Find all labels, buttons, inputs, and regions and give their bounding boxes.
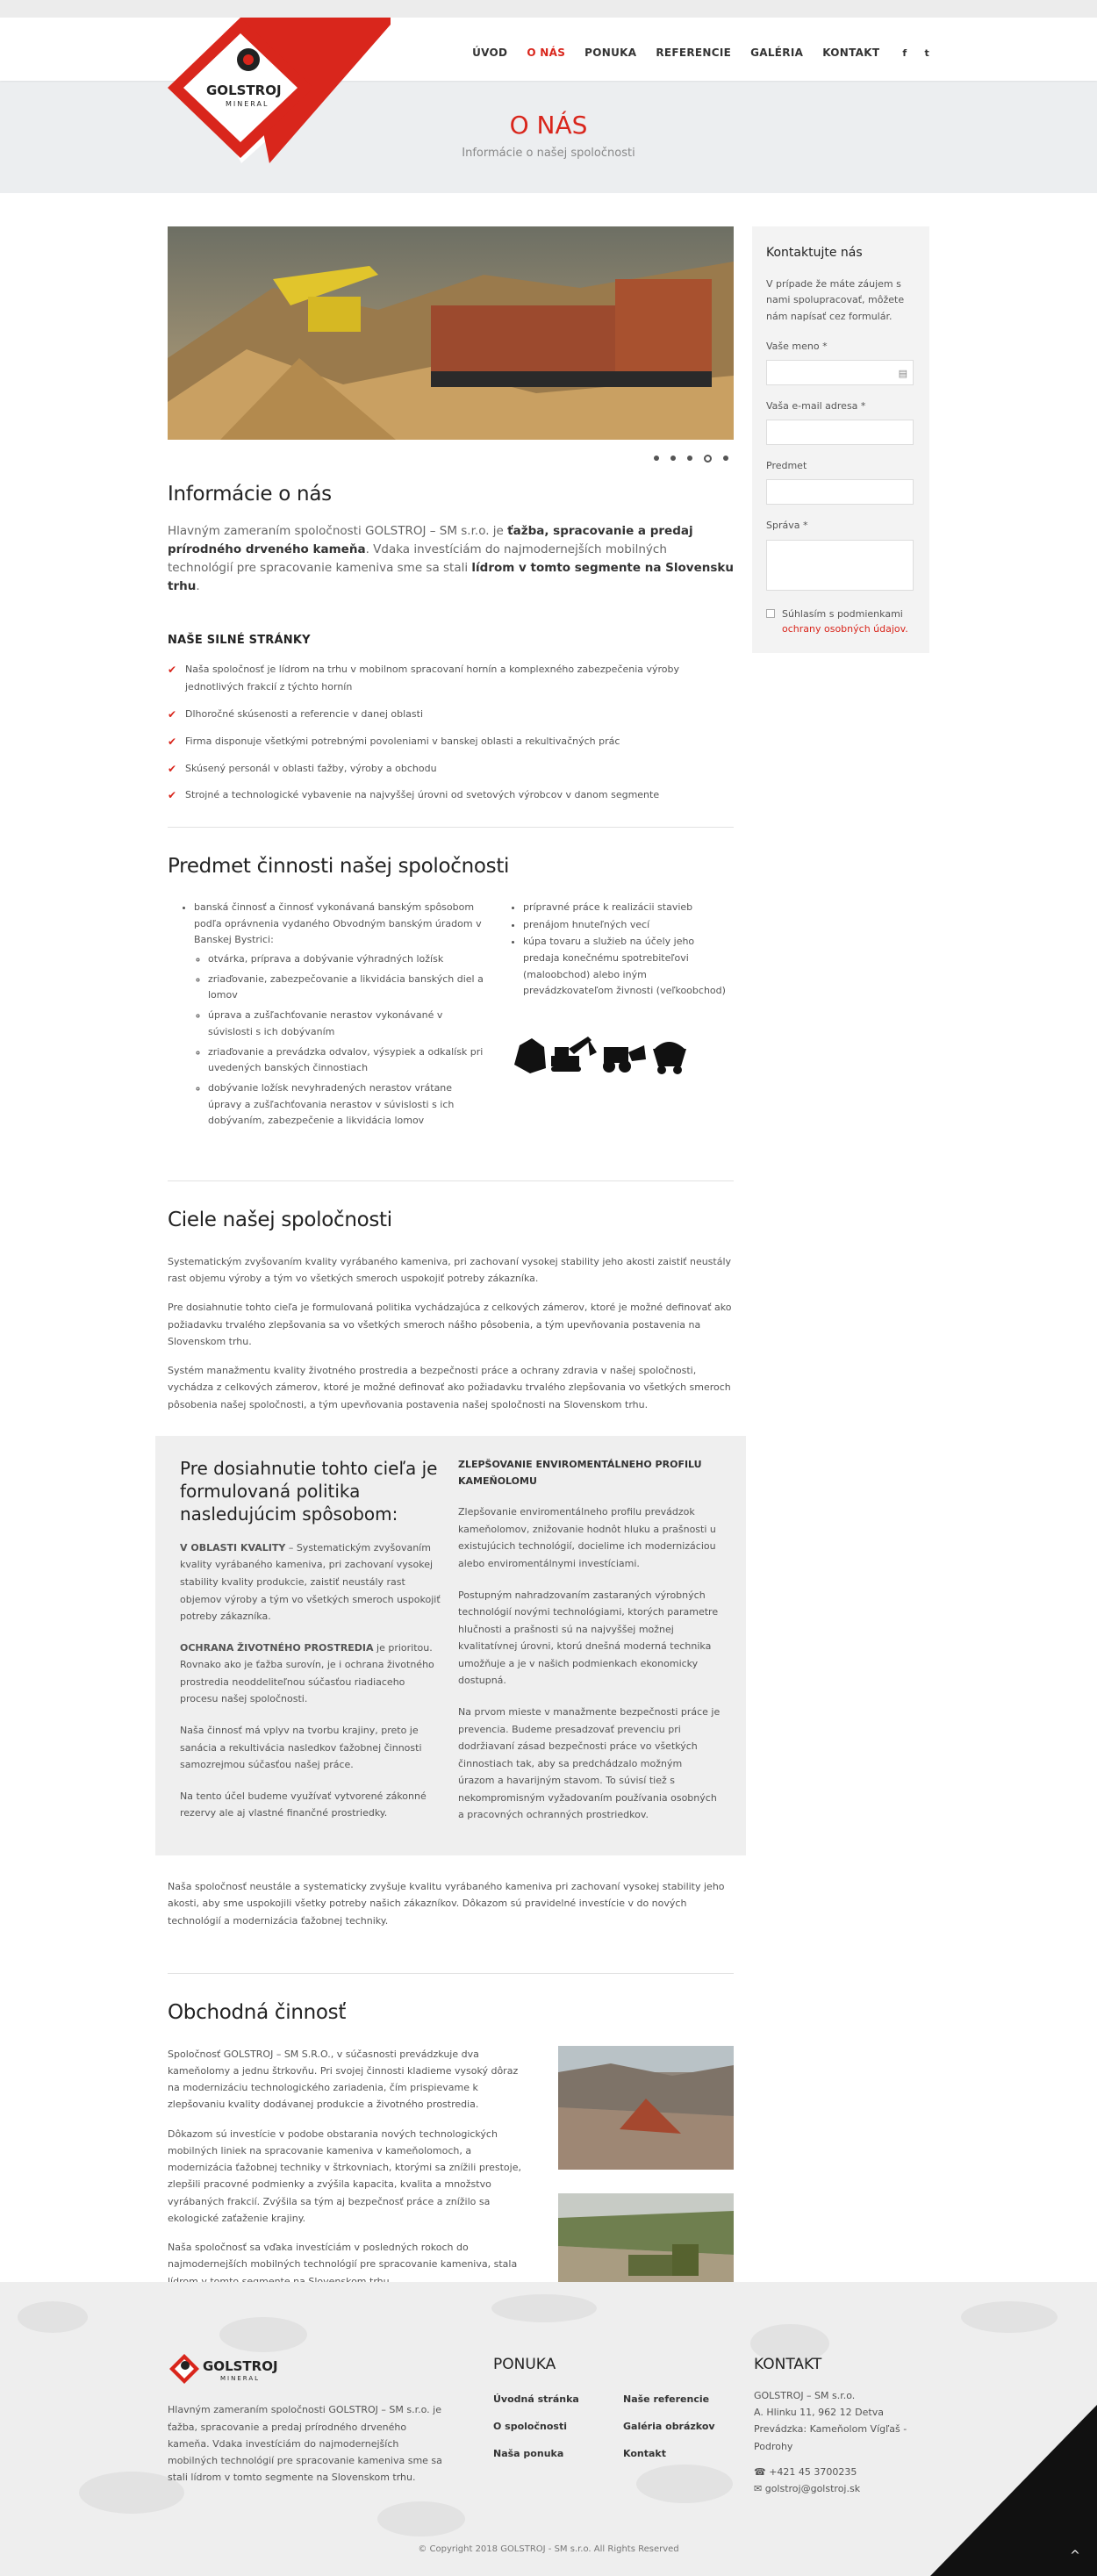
about-lead: Hlavným zameraním spoločnosti GOLSTROJ – SM s.r.o. je ťažba, spracovanie a predaj prírodného drveného kameňa. Vdaka investíciám do najmodernejších mobilných technológií pre spracovanie kameniva sme sa stali lídrom v tomto segmente na Slovensku trhu. [168, 523, 734, 593]
check-icon: ✔ [168, 707, 177, 721]
rock-icon [514, 1038, 546, 1073]
strengths-list [168, 661, 734, 804]
footer-offer-title: PONUKA [493, 2356, 556, 2373]
footer-logo-subtext: MINERAL [220, 2375, 261, 2382]
nav-referencie[interactable]: REFERENCIE [656, 47, 732, 59]
policy-paragraph: Naša činnosť má vplyv na tvorbu krajiny, preto je sanácia a rekultivácia nasledkov ťažobnej činnosti samozrejmou súčasťou našej práce. [180, 1725, 422, 1771]
site-footer [0, 2282, 1097, 2576]
contact-form-intro: V prípade že máte záujem s nami spolupracovať, môžete nám napísať cez formulár. [766, 277, 905, 322]
nav-kontakt[interactable]: KONTAKT [822, 47, 880, 59]
after-policy-paragraph: Naša spoločnosť neustále a systematicky zvyšuje kvalitu vyrábaného kameniva pri zachovaní vysokej stability jeho akosti, aby sme uspokojili všetky potreby našich zákazníkov. Dôkazom sú pravidelné investície v do nových technológií a modernizácia ťažobnej techniky. [168, 1881, 725, 1927]
about-title: Informácie o nás [168, 483, 332, 506]
footer-link-offer[interactable]: Naša ponuka [493, 2448, 564, 2460]
policy-paragraph: Postupným nahradzovaním zastaraných výrobných technológií novými technológiami, ktorých parametre hlučnosti a prašnosti sú na najvyššej možnej kvalitatívnej úrovni, ktorú dnešná moderná technika umožňuje a je v našich podmienkach ekonomicky dostupná. [458, 1589, 719, 1687]
image-slider[interactable] [168, 226, 734, 440]
footer-about [168, 2352, 448, 2486]
footer-company: GOLSTROJ – SM s.r.o. [754, 2389, 856, 2401]
footer-link-about[interactable]: O spoločnosti [493, 2421, 567, 2432]
footer-link-gallery[interactable]: Galéria obrázkov [623, 2421, 715, 2432]
business-title: Obchodná činnosť [168, 2000, 347, 2024]
contact-form [752, 226, 929, 653]
activity-list-left [168, 900, 484, 1133]
check-icon: ✔ [168, 664, 177, 677]
email-icon: ✉ [754, 2483, 765, 2494]
policy-environment: OCHRANA ŽIVOTNÉHO PROSTREDIA je prioritou. Rovnako ako je ťažba surovín, je i ochrana životného prostredia neoddeliteľnou súčasťou riadiaceho procesu našej spoločnosti. [180, 1641, 434, 1705]
footer-site: Prevádzka: Kameňolom Vígľaš - Podrohy [754, 2423, 907, 2452]
goals-paragraph: Systematickým zvyšovaním kvality vyrábaného kameniva, pri zachovaní vysokej stability jeho akosti zaistiť neustály rast objemu výroby a tým vo všetkých smeroch uspokojiť potreby zákazníka. [168, 1255, 732, 1285]
subject-label: Predmet [766, 460, 807, 472]
name-field[interactable] [766, 360, 914, 385]
logo-text: GOLSTROJ [206, 83, 282, 98]
contact-form-title: Kontaktujte nás [766, 246, 863, 260]
consent-text: Súhlasím s podmienkami ochrany osobných údajov. [782, 607, 908, 635]
policy-left [180, 1457, 443, 1824]
activity-lists [168, 900, 734, 1133]
business-paragraph: Naša spoločnosť sa vďaka investíciám v posledných rokoch do najmodernejších mobilných technológií pre spracovanie kameniva, stala [168, 2242, 518, 2271]
footer-address: A. Hlinku 11, 962 12 Detva [754, 2407, 884, 2418]
footer-offer [493, 2352, 739, 2473]
phone-icon: ☎ [754, 2465, 770, 2478]
quarry-photo[interactable] [558, 2046, 734, 2170]
name-label: Vaše meno * [766, 340, 828, 352]
mine-cart-icon [653, 1042, 686, 1074]
policy-title: Pre dosiahnutie tohto cieľa je formulovaná politika nasledujúcim spôsobom: [180, 1457, 438, 1525]
scroll-to-top-button[interactable]: ^ [1053, 2537, 1097, 2576]
footer-logo-text: GOLSTROJ [203, 2358, 278, 2374]
policy-paragraph: Na prvom mieste v manažmente bezpečnosti práce je prevencia. Budeme presadzovať prevenciu pri dodržiavaní zásad bezpečnosti práce vo všetkých činnostiach tak, aby sa predchádzalo možným úrazom a havarijným stavom. To súvisí tiež s nekompromisným vyžadovaním používania osobných a pracovných ochranných prostriedkov. [458, 1705, 721, 1821]
list-item: ✔ Firma disponuje všetkými potrebnými povoleniami v banskej oblasti a rekultivačných prác [168, 733, 734, 750]
list-item: • prípravné práce k realizácii stavieb [523, 900, 734, 916]
strengths-title: NAŠE SILNÉ STRÁNKY [168, 633, 311, 647]
nav-galeria[interactable]: GALÉRIA [750, 47, 804, 59]
policy-paragraph: Na tento účel budeme využívať vytvorené zákonné rezervy ale aj vlastné finančné prostriedky. [180, 1790, 427, 1819]
machinery-icons [513, 1030, 734, 1080]
footer-email[interactable]: ✉ golstroj@golstroj.sk [754, 2483, 861, 2494]
policy-box [155, 1436, 746, 1855]
slider-dots [168, 456, 734, 463]
divider [168, 1180, 734, 1181]
list-item: • prenájom hnuteľných vecí [523, 917, 734, 934]
policy-right-title: ZLEPŠOVANIE ENVIROMENTÁLNEHO PROFILU KAMEŇOLOMU [458, 1458, 702, 1487]
page-title: O NÁS [509, 111, 588, 140]
message-label: Správa * [766, 520, 808, 532]
privacy-link[interactable]: ochrany osobných údajov. [782, 623, 908, 635]
nav-ponuka[interactable]: PONUKA [584, 47, 637, 59]
main-nav [453, 44, 929, 62]
footer-about-text: Hlavným zameraním spoločnosti GOLSTROJ – SM s.r.o. je ťažba, spracovanie a predaj prírodného drveného kameňa. Vdaka investíciám do najmodernejších mobilných technológií pre spracovanie kameniva sme sa stali lídrom v tomto segmente na Slovenskom trhu. [168, 2404, 442, 2484]
loader-icon [603, 1045, 646, 1073]
main-column [168, 226, 734, 2341]
policy-paragraph: Zlepšovanie enviromentálneho profilu prevádzok kameňolomov, znižovanie hodnôt hluku a prašnosti u existujúcich technológií, docielime ich modernizáciou alebo enviromentálnymi investíciami. [458, 1506, 716, 1569]
facebook-icon[interactable]: f [902, 47, 907, 59]
logo-subtext: MINERAL [226, 100, 269, 108]
list-item: ◦ zriaďovanie, zabezpečovanie a likvidácia banských diel a lomov [208, 972, 484, 1004]
check-icon: ✔ [168, 789, 177, 802]
list-item: ◦ zriaďovanie a prevádzka odvalov, výsypiek a odkalísk pri uvedených banských činnostiach [208, 1044, 484, 1077]
sidebar [752, 226, 929, 653]
contact-card-icon: ▤ [898, 367, 907, 379]
business-paragraph: Spoločnosť GOLSTROJ – SM S.R.O., v súčasnosti prevádzkuje dva kameňolomy a jednu štrkovňu. Pri svojej činnosti kladieme vysoký dôraz na modernizáciu technologického zariadenia, čím prispievame k zlepšovaniu kvality dodávanej produkcie a životného prostredia. [168, 2048, 519, 2111]
goals-title: Ciele našej spoločnosti [168, 1208, 392, 1231]
logo[interactable] [168, 18, 391, 163]
activity-right [505, 900, 734, 1133]
check-icon: ✔ [168, 735, 177, 748]
slider-dot[interactable] [654, 456, 659, 461]
goals-paragraph: Pre dosiahnutie tohto cieľa je formulovaná politika vychádzajúca z celkových zámerov, ktoré je možné definovať ako požiadavku trvalého zlepšovania sa vo všetkých smeroch nášho pôsobenia, a tým upevňovania postavenia na Slovenskom trhu. [168, 1302, 732, 1347]
list-item: ◦ úprava a zušľachťovanie nerastov vykonávané v súvislosti s ich dobývaním [208, 1008, 484, 1040]
page-title-bar [0, 81, 1097, 193]
top-bar [0, 0, 1097, 18]
footer-link-home[interactable]: Úvodná stránka [493, 2393, 579, 2405]
policy-right [458, 1457, 721, 1824]
footer-phone[interactable]: ☎ +421 45 3700235 [754, 2465, 857, 2478]
list-item: • kúpa tovaru a služieb na účely jeho predaja konečnému spotrebiteľovi (maloobchod) alebo iným prevádzkovateľom živnosti (veľkoobchod) [523, 934, 734, 1000]
list-item: ✔ Strojné a technologické vybavenie na najvyššej úrovni od svetových výrobcov v danom segmente [168, 786, 734, 804]
footer-link-contact[interactable]: Kontakt [623, 2448, 666, 2460]
excavator-icon [551, 1037, 597, 1072]
email-label: Vaša e-mail adresa * [766, 399, 866, 412]
email-field[interactable] [766, 420, 914, 445]
page-subtitle: Informácie o našej spoločnosti [462, 146, 635, 160]
list-item: ◦ otvárka, príprava a dobývanie výhradných ložísk [208, 951, 484, 968]
footer-links [493, 2391, 739, 2473]
site-header [0, 18, 1097, 108]
policy-quality: V OBLASTI KVALITY – Systematickým zvyšovaním kvality vyrábaného kameniva, pri zachovaní vysokej stability kvality produkcie, zaistiť neustály rast objemov výroby a tým vo všetkých smeroch uspokojiť potreby zákazníka. [180, 1541, 441, 1623]
copyright: © Copyright 2018 GOLSTROJ - SM s.r.o. All Rights Reserved [418, 2544, 679, 2554]
nav-o-nas[interactable]: O NÁS [527, 47, 566, 59]
nav-uvod[interactable]: ÚVOD [472, 47, 508, 59]
subject-field[interactable] [766, 479, 914, 505]
list-item: • banská činnosť a činnosť vykonávaná banským spôsobom podľa oprávnenia vydaného Obvodným banským úradom v Banskej Bystrici: ◦ otvárka, príprava a dobývanie výhradných ložísk ◦ zriaďovanie, zabezpečovanie a likvidácia banských diel a lomov ◦ úprava a zušľachťovanie nerastov vykonávané v súvislosti s ich dobývaním ◦ zriaďovanie a prevádzka odvalov, výsypiek a odkalísk pri uvedených banských činnostiach ◦ dobývanie ložísk nevyhradených nerastov vrátane úpravy a zušľachťovania nerastov v súvislosti s ich dobývaním, zabezpečenie a likvidácia lomov [194, 900, 484, 1130]
list-item: ✔ Skúsený personál v oblasti ťažby, výroby a obchodu [168, 760, 734, 778]
main-content [0, 193, 1097, 2282]
business-paragraph: Dôkazom sú investície v podobe obstarania nových technologických mobilných liniek na spracovanie kameniva v kameňolomoch, a modernizácia ťažobnej techniky v štrkovniach, ktorými sa znížili prestoje, zlepšili pracovné podmienky a zvýšila kapacita, kvalita a množstvo vyrábaných frakcií. Zvýšila sa tým aj bezpečnosť práce a znížilo sa ekologické zaťaženie krajiny. [168, 2128, 521, 2224]
list-item: ◦ dobývanie ložísk nevyhradených nerastov vrátane úpravy a zušľachťovania nerastov v súvislosti s ich dobývaním, zabezpečenie a likvidácia lomov [208, 1080, 484, 1130]
footer-logo[interactable] [168, 2352, 290, 2386]
divider [168, 1973, 734, 1974]
consent-row [766, 606, 915, 637]
footer-contact [754, 2352, 947, 2497]
consent-checkbox[interactable] [766, 609, 775, 618]
divider [168, 827, 734, 828]
activity-title: Predmet činnosti našej spoločnosti [168, 855, 510, 879]
activity-list-right [505, 900, 734, 1000]
twitter-icon[interactable]: t [924, 47, 929, 59]
list-item: ✔ Naša spoločnosť je lídrom na trhu v mobilnom spracovaní hornín a komplexného zabezpečenia výroby jednotlivých frakcií z týchto hornín [168, 661, 734, 696]
slider-dot[interactable] [723, 456, 728, 461]
goals-paragraph: Systém manažmentu kvality životného prostredia a bezpečnosti práce a ochrany zdravia v našej spoločnosti, vychádza z celkových zámerov, ktoré je možné definovať ako požiadavku trvalého zlepšovania vo všetkých smeroch pôsobenia našej spoločnosti, a tým upevňovania postavenia našej spoločnosti na Slovenskom trhu. [168, 1365, 731, 1410]
slider-dot[interactable] [687, 456, 692, 461]
list-item: ✔ Dlhoročné skúsenosti a referencie v danej oblasti [168, 706, 734, 723]
message-field[interactable] [766, 540, 914, 591]
slider-dot-active[interactable] [704, 455, 712, 463]
footer-link-references[interactable]: Naše referencie [623, 2393, 710, 2405]
check-icon: ✔ [168, 762, 177, 775]
footer-contact-title: KONTAKT [754, 2356, 822, 2373]
slider-dot[interactable] [670, 456, 676, 461]
